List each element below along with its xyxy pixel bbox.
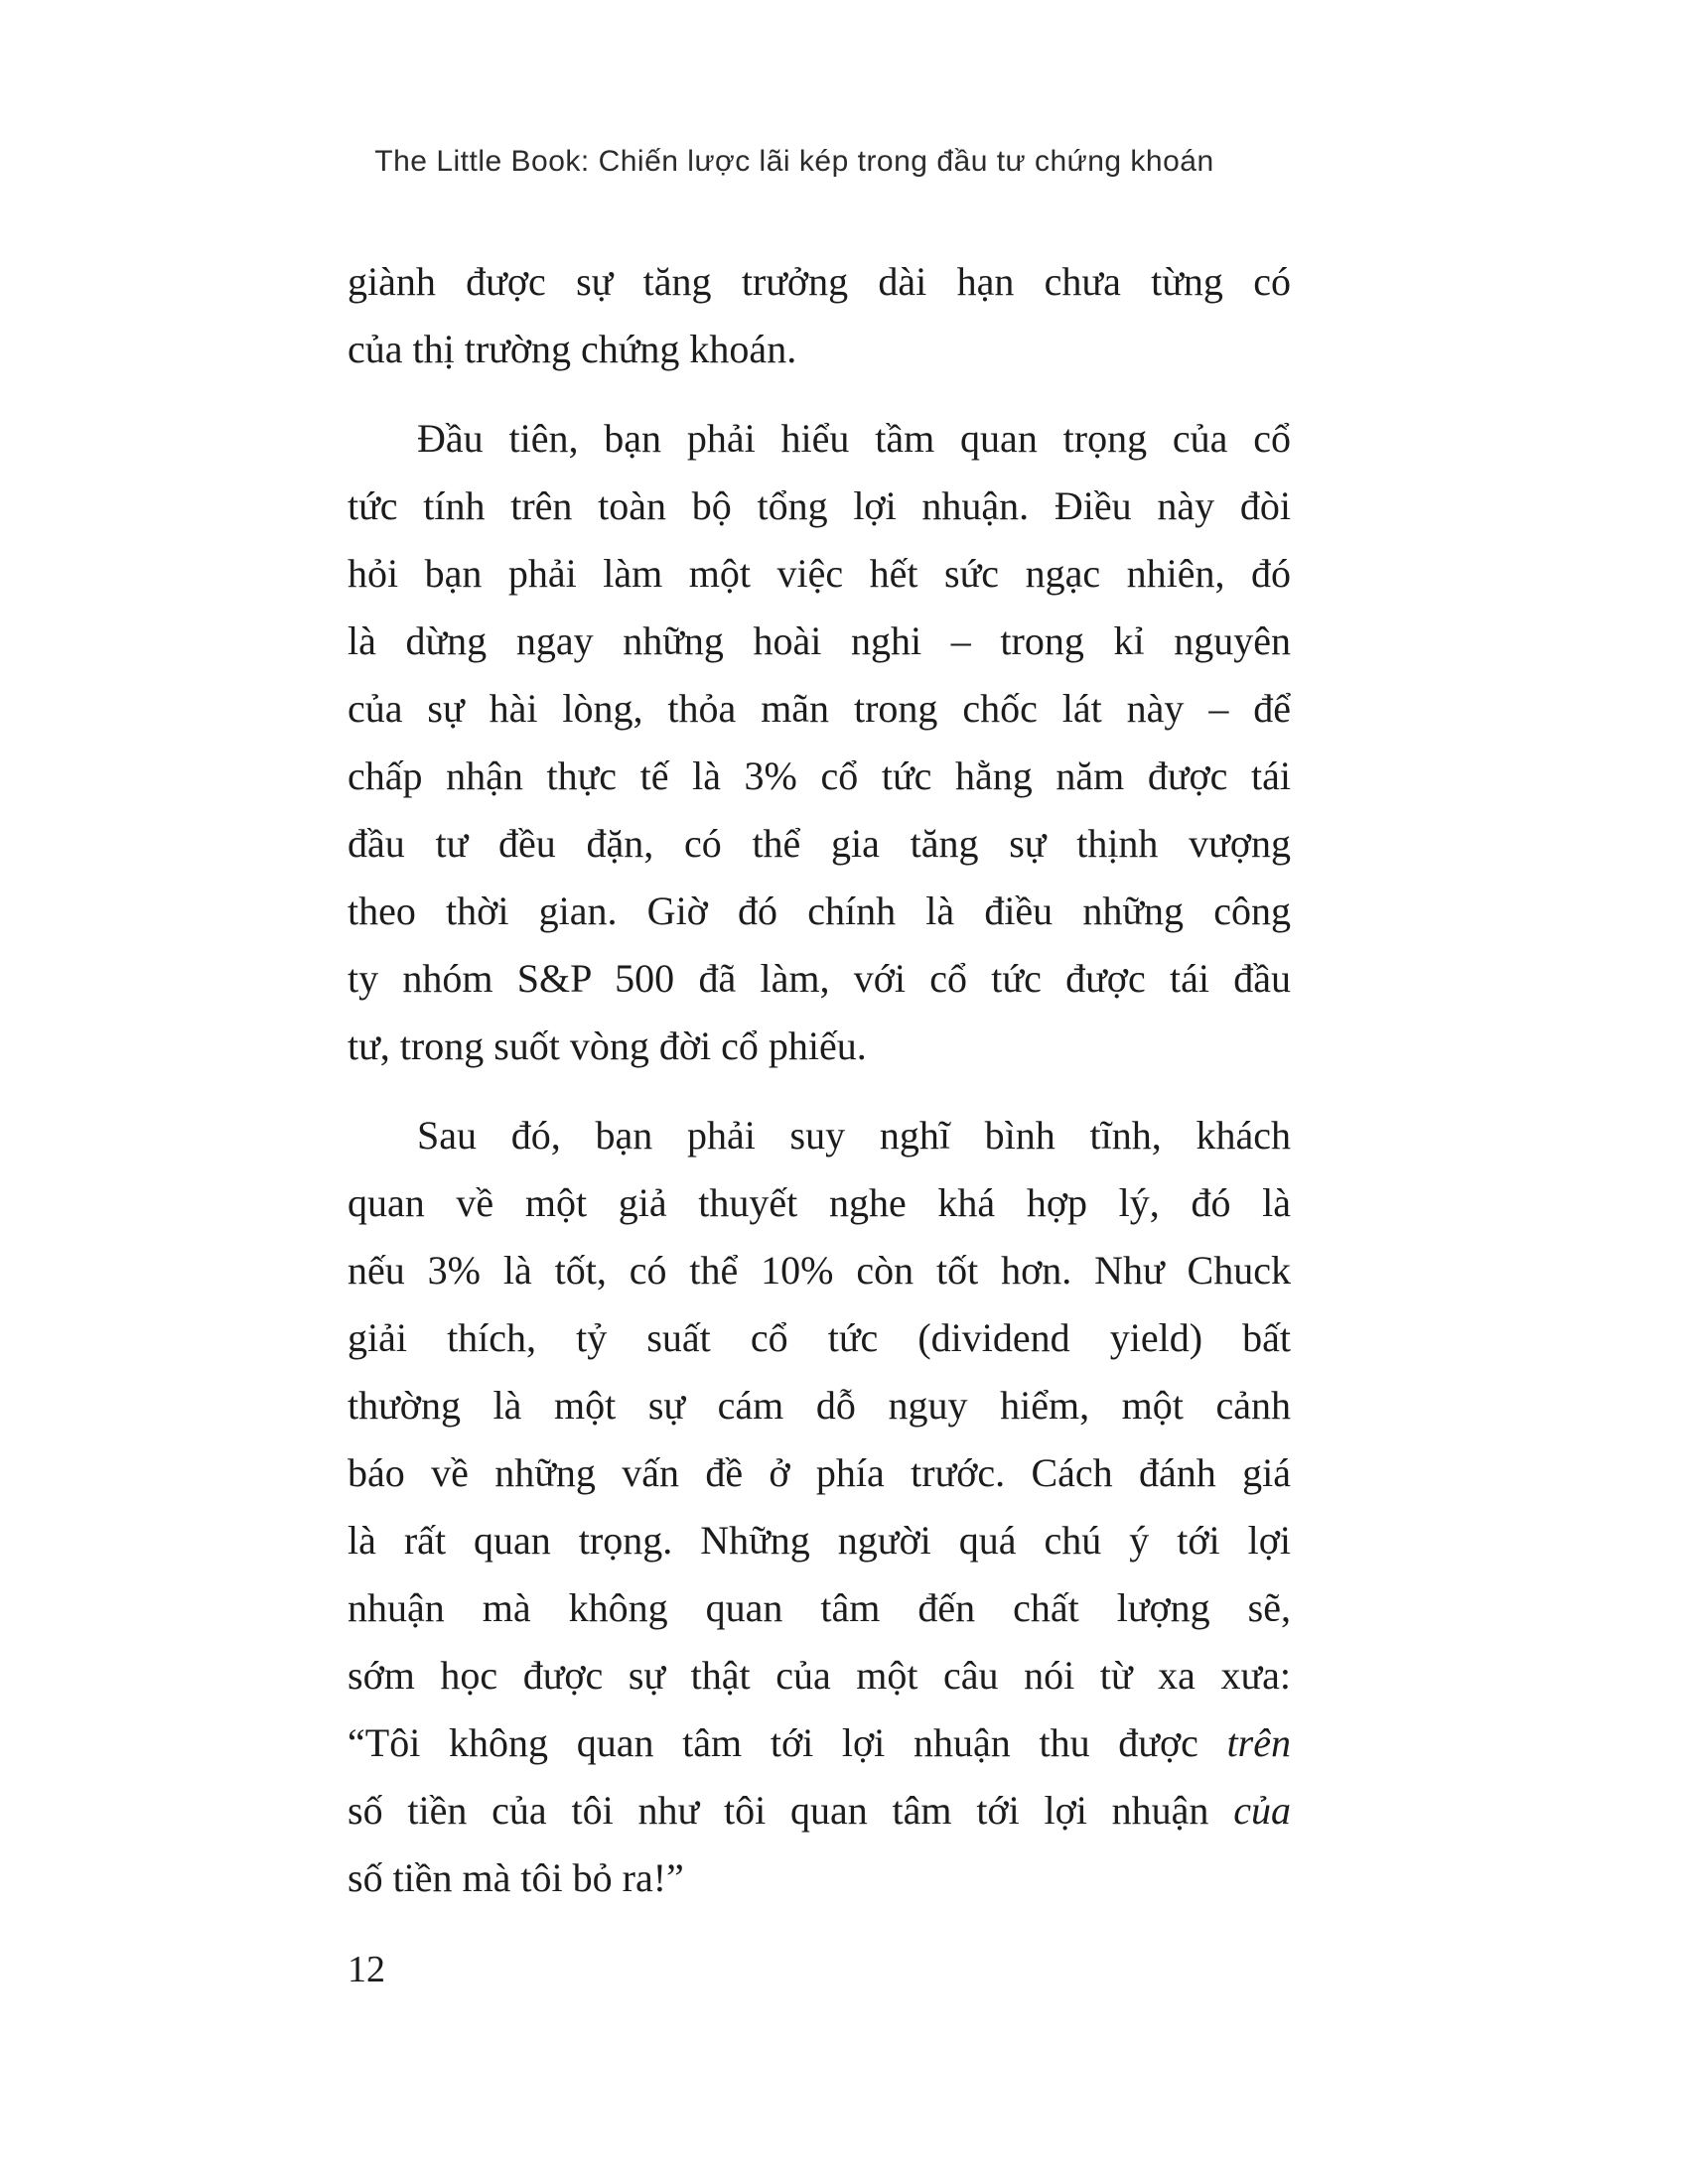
text-line: giành được sự tăng trưởng dài hạn chưa từng có (348, 259, 1291, 304)
text-line: giải thích, tỷ suất cổ tức (dividend yield) bất (348, 1315, 1291, 1360)
paragraph (348, 1102, 1291, 1912)
running-header: The Little Book: Chiến lược lãi kép trong đầu tư chứng khoán (374, 145, 1214, 178)
page-number: 12 (348, 1949, 385, 1990)
text-line: theo thời gian. Giờ đó chính là điều những công (348, 888, 1291, 933)
text-line: thường là một sự cám dỗ nguy hiểm, một cảnh (348, 1383, 1291, 1428)
text-line: là rất quan trọng. Những người quá chú ý tới lợi (348, 1518, 1291, 1563)
paragraph (348, 405, 1291, 1080)
body-paragraphs (348, 248, 1291, 1934)
text-line: đầu tư đều đặn, có thể gia tăng sự thịnh vượng (348, 821, 1291, 866)
text-line: tư, trong suốt vòng đời cổ phiếu. (348, 1024, 867, 1068)
text-line: tức tính trên toàn bộ tổng lợi nhuận. Điều này đòi (348, 483, 1291, 528)
text-line: số tiền mà tôi bỏ ra!” (348, 1855, 684, 1900)
text-line: nhuận mà không quan tâm đến chất lượng sẽ, (348, 1585, 1291, 1630)
text-line: chấp nhận thực tế là 3% cổ tức hằng năm được tái (348, 753, 1291, 798)
text-line: của sự hài lòng, thỏa mãn trong chốc lát này – để (348, 686, 1291, 731)
text-line: quan về một giả thuyết nghe khá hợp lý, đó là (348, 1180, 1291, 1225)
text-line: “Tôi không quan tâm tới lợi nhuận thu được trên (348, 1720, 1291, 1765)
text-line: Sau đó, bạn phải suy nghĩ bình tĩnh, khách (417, 1113, 1291, 1158)
text-line: ty nhóm S&P 500 đã làm, với cổ tức được tái đầu (348, 956, 1291, 1001)
text-line: hỏi bạn phải làm một việc hết sức ngạc nhiên, đó (348, 551, 1291, 596)
text-line: Đầu tiên, bạn phải hiểu tầm quan trọng của cổ (417, 416, 1291, 461)
paragraph (348, 248, 1291, 383)
text-line: sớm học được sự thật của một câu nói từ xa xưa: (348, 1653, 1291, 1698)
text-line: là dừng ngay những hoài nghi – trong kỉ nguyên (348, 618, 1291, 663)
text-line: số tiền của tôi như tôi quan tâm tới lợi nhuận của (348, 1788, 1291, 1833)
text-line: báo về những vấn đề ở phía trước. Cách đánh giá (348, 1450, 1291, 1495)
text-line: nếu 3% là tốt, có thể 10% còn tốt hơn. Như Chuck (348, 1248, 1291, 1293)
text-line: của thị trường chứng khoán. (348, 327, 797, 371)
